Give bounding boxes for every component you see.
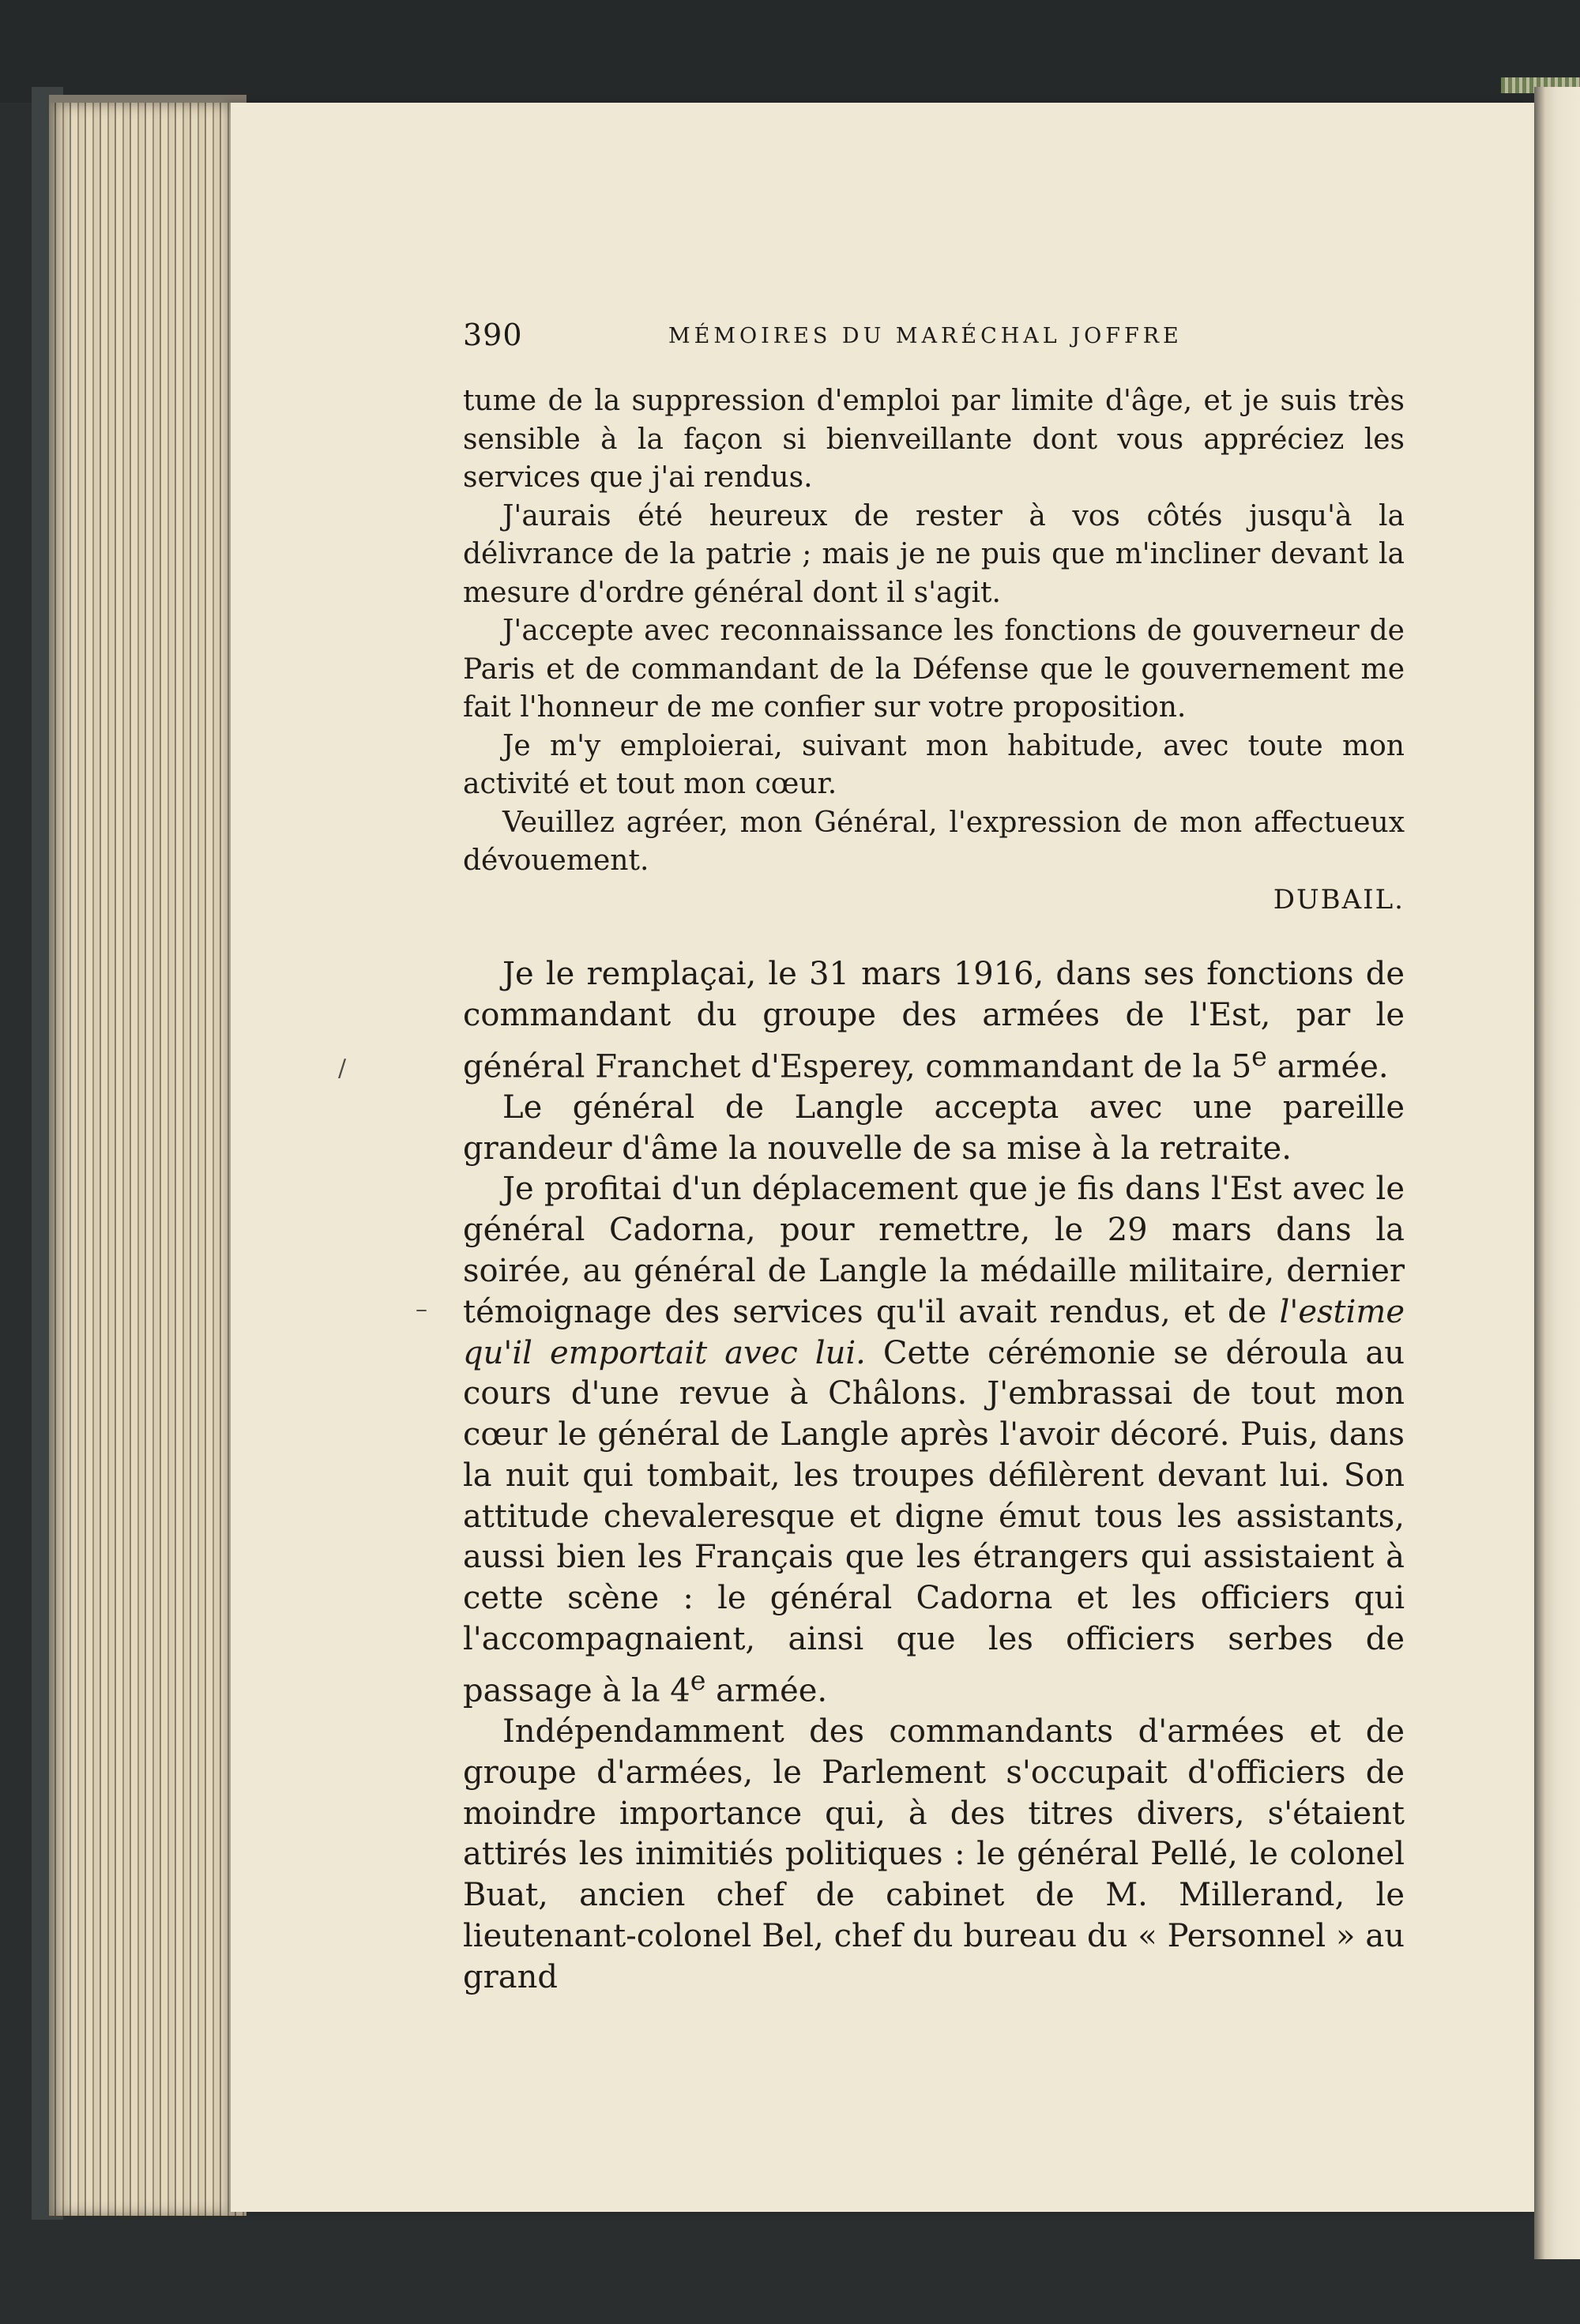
page-header <box>463 318 1411 365</box>
letter-paragraph: tume de la suppression d'emploi par limite d'âge, et je suis très sensible à la façon si bienveillante dont vous appréciez les services que j'ai rendus. <box>463 385 1405 494</box>
paragraph-text: Indépendamment des commandants d'armées et de groupe d'armées, le Parlement s'occupait d'officiers de moindre importance qui, à des titres divers, s'étaient attirés les inimitiés politiques : le général Pellé, le colonel Buat, ancien chef de cabinet de M. Millerand, le lieutenant-colonel Bel, chef du bureau du « Personnel » au grand <box>463 1713 1405 1995</box>
letter-paragraph: J'aurais été heureux de rester à vos côtés jusqu'à la délivrance de la patrie ; mais je ne puis que m'incliner devant la mesure d'ordre général dont il s'agit. <box>463 499 1405 609</box>
pencil-mark: / <box>338 1055 347 1082</box>
letter-paragraph: J'accepte avec reconnaissance les fonctions de gouverneur de Paris et de commandant de la Défense que le gouvernement me fait l'honneur de me confier sur votre proposition. <box>463 615 1405 724</box>
body-paragraph <box>463 954 1405 1088</box>
body-paragraph <box>463 1169 1405 1712</box>
body-paragraph <box>463 1712 1405 1999</box>
body-text <box>463 954 1405 1999</box>
superscript: e <box>690 1664 706 1696</box>
next-page-edge <box>1534 87 1580 2259</box>
paragraph-text: Le général de Langle accepta avec une pareille grandeur d'âme la nouvelle de sa mise à la retraite. <box>463 1089 1405 1167</box>
quoted-letter <box>463 382 1405 919</box>
paragraph-text: Cette cérémonie se déroula au cours d'une revue à Châlons. J'embrassai de tout mon cœur le général de Langle après l'avoir décoré. Puis, dans la nuit qui tombait, les troupes défilèrent devant lui. Son attitude chevaleresque et digne émut tous les assistants, aussi bien les Français que les étrangers qui assistaient à cette scène : le général Cadorna et les officiers qui l'accompagnaient, ainsi que les officiers serbes de passage à la 4 <box>463 1334 1405 1709</box>
paragraph-text: armée. <box>705 1672 828 1709</box>
scanner-background <box>0 0 1580 103</box>
body-paragraph <box>463 1088 1405 1170</box>
letter-paragraph: Je m'y emploierai, suivant mon habitude, avec toute mon activité et tout mon cœur. <box>463 729 1405 800</box>
pencil-mark: – <box>416 1295 427 1323</box>
running-title: MÉMOIRES DU MARÉCHAL JOFFRE <box>668 324 1183 348</box>
letter-paragraph: Veuillez agréer, mon Général, l'expression de mon affectueux dévouement. <box>463 806 1405 877</box>
letter-signature: DUBAIL. <box>1273 883 1405 916</box>
page-number: 390 <box>463 318 523 352</box>
italic-quote: l'estime qu'il emportait avec lui. <box>463 1293 1405 1371</box>
paragraph-text: Je profitai d'un déplacement que je fis dans l'Est avec le général Cadorna, pour remettre, le 29 mars dans la soirée, au général de Langle la médaille militaire, dernier témoignage des services qu'il avait rendus, et de <box>463 1171 1405 1330</box>
paragraph-text: armée. <box>1266 1047 1389 1085</box>
superscript: e <box>1251 1040 1267 1072</box>
paragraph-text: Je le remplaçai, le 31 mars 1916, dans ses fonctions de commandant du groupe des armées de l'Est, par le général Franchet d'Esperey, commandant de la 5 <box>463 956 1405 1085</box>
page-edge-stack <box>49 95 246 2216</box>
